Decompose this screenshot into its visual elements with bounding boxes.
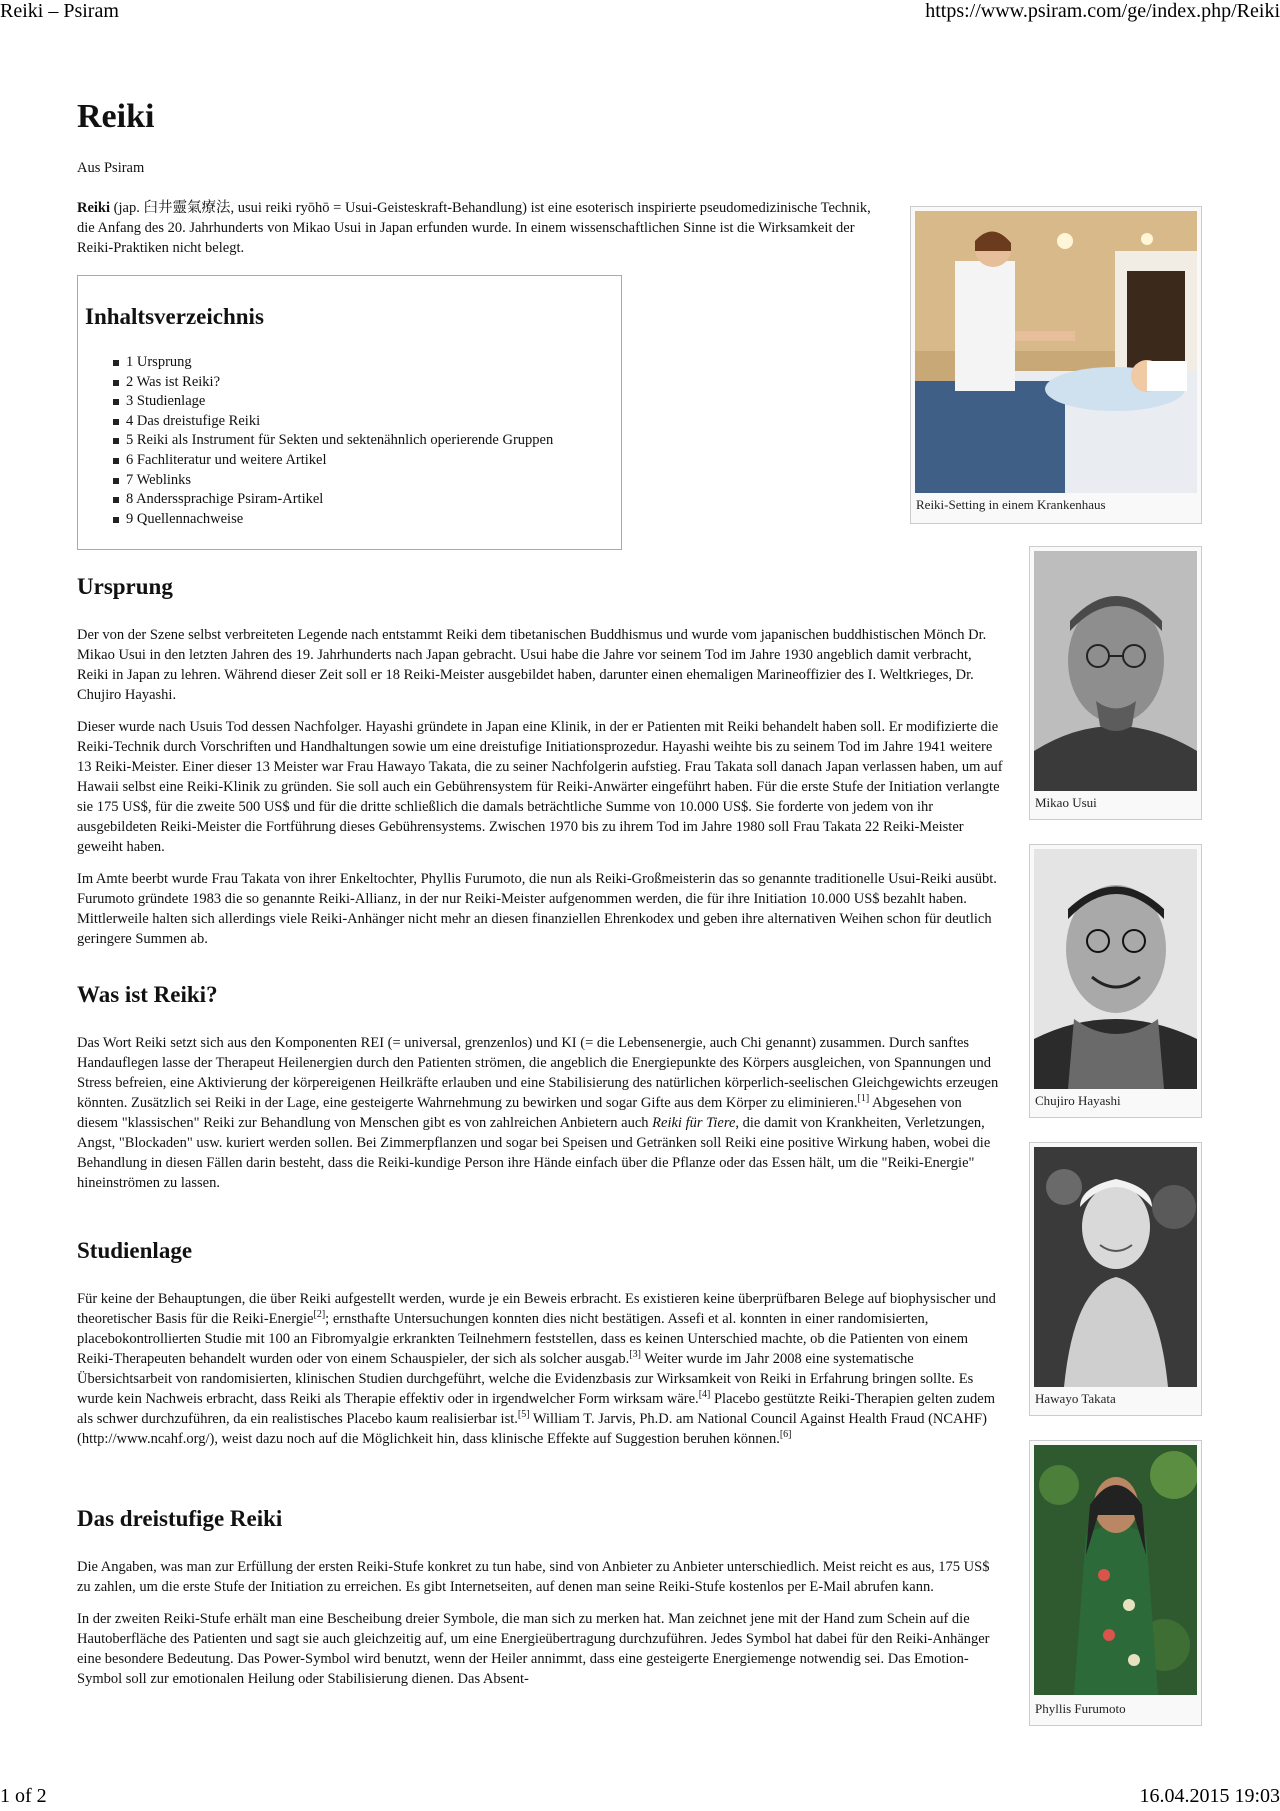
toc-item[interactable]: 9 Quellennachweise bbox=[126, 510, 553, 530]
section-heading-ursprung: Ursprung bbox=[77, 574, 173, 599]
caption-reiki-setting: Reiki-Setting in einem Krankenhaus bbox=[916, 497, 1106, 512]
toc-item[interactable]: 5 Reiki als Instrument für Sekten und sektenähnlich operierende Gruppen bbox=[126, 431, 553, 451]
intro-paragraph bbox=[77, 198, 887, 258]
image-mikao-usui[interactable] bbox=[1029, 546, 1202, 820]
reference-link[interactable]: [2] bbox=[313, 1309, 326, 1320]
text: Für keine der Behauptungen, die über Reiki aufgestellt werden, wurde je ein Beweis erbracht. Es existieren keine überprüfbaren Belege auf biophysischer und theoretischer Basis für die Reiki-Energie bbox=[77, 1291, 996, 1327]
photo-chujiro-hayashi[interactable] bbox=[1034, 849, 1197, 1089]
table-of-contents bbox=[77, 275, 622, 550]
photo-hawayo-takata[interactable] bbox=[1034, 1147, 1197, 1387]
page-title: Reiki bbox=[77, 98, 155, 135]
text: Abgesehen von diesem "klassischen" Reiki zur Behandlung von Menschen gibt es von zahlreichen Anbietern auch bbox=[77, 1095, 962, 1131]
toc-title: Inhaltsverzeichnis bbox=[85, 304, 264, 329]
toc-item[interactable]: 2 Was ist Reiki? bbox=[126, 373, 553, 393]
intro-bold-term: Reiki bbox=[77, 200, 111, 216]
caption-mikao-usui: Mikao Usui bbox=[1035, 795, 1097, 810]
toc-list bbox=[78, 353, 553, 529]
print-header-url[interactable]: https://www.psiram.com/ge/index.php/Reiki bbox=[925, 0, 1280, 22]
paragraph: In der zweiten Reiki-Stufe erhält man eine Bescheibung dreier Symbole, die man sich zu merken hat. Man zeichnet jene mit der Hand zum Schein auf die Hautoberfläche des Patienten und sagt sie auch gleichzeitig auf, um eine Energieübertragung durchzuführen. Jedes Symbol hat dabei für den Reiki-Anhänger eine besondere Bedeutung. Das Power-Symbol wird benutzt, wenn der Heiler annimmt, dass eine gesteigerte Energiemenge notwendig sei. Das Emotion-Symbol soll zur emotionalen Heilung oder Stabilisierung dienen. Das Absent- bbox=[77, 1611, 990, 1687]
reference-link[interactable]: [1] bbox=[857, 1093, 870, 1104]
reference-link[interactable]: [5] bbox=[517, 1409, 530, 1420]
print-header bbox=[0, 0, 1280, 26]
toc-item[interactable]: 6 Fachliteratur und weitere Artikel bbox=[126, 451, 553, 471]
image-phyllis-furumoto[interactable] bbox=[1029, 1440, 1202, 1726]
print-datetime: 16.04.2015 19:03 bbox=[1139, 1785, 1280, 1807]
intro-text: (jap. 臼井靈氣療法, usui reiki ryōhō = Usui-Geisteskraft-Behandlung) ist eine esoterisch inspirierte pseudomedizinische Technik, die Anfang des 20. Jahrhunderts von Mikao Usui in Japan erfunden wurde. In einem wissenschaftlichen Sinne ist die Wirksamkeit der Reiki-Praktiken nicht belegt. bbox=[77, 200, 871, 256]
text: William T. Jarvis, Ph.D. am National Council Against Health Fraud (NCAHF) (http://www.ncahf.org/), weist dazu noch auf die Möglichkeit hin, dass klinische Effekte auf Suggestion beruhen können. bbox=[77, 1411, 987, 1447]
section-heading-dreistufig: Das dreistufige Reiki bbox=[77, 1506, 283, 1531]
paragraph: Im Amte beerbt wurde Frau Takata von ihrer Enkeltochter, Phyllis Furumoto, die nun als Reiki-Großmeisterin das so genannte traditionelle Usui-Reiki ausübt. Furumoto gründete 1983 die so genannte Reiki-Allianz, in der nur Reiki-Meister aufgenommen werden, die für ihre Initiation 10.000 US$ bezahlt haben. Mittlerweile halten sich allerdings viele Reiki-Anhänger nicht mehr an diesen finanziellen Ehrenkodex und geben ihre alternativen Weihen schon für deutlich geringere Summen ab. bbox=[77, 871, 997, 947]
paragraph bbox=[77, 1033, 1005, 1193]
reference-link[interactable]: [4] bbox=[698, 1389, 711, 1400]
photo-phyllis-furumoto[interactable] bbox=[1034, 1445, 1197, 1695]
toc-item[interactable]: 3 Studienlage bbox=[126, 392, 553, 412]
image-hawayo-takata[interactable] bbox=[1029, 1142, 1202, 1416]
toc-item[interactable]: 1 Ursprung bbox=[126, 353, 553, 373]
text: Das Wort Reiki setzt sich aus den Komponenten REI (= universal, grenzenlos) und KI (= die Lebensenergie, auch Chi genannt) zusammen. Durch sanftes Handauflegen lasse der Therapeut Heilenergien durch den Patienten strömen, die angeblich die Energiepunkte des Körpers ausgleichen, von Spannungen und Stress befreien, eine Aktivierung der körpereigenen Heilkräfte erlauben und eine Stabilisierung des natürlichen körperlich-seelischen Gleichgewichts erzeugen könnten. Zusätzlich sei Reiki in der Lage, eine gesteigerte Wahrnehmung zu bewirken und sogar Gifte aus dem Körper zu eliminieren. bbox=[77, 1035, 999, 1111]
print-header-title: Reiki – Psiram bbox=[0, 0, 119, 22]
paragraph: Der von der Szene selbst verbreiteten Legende nach entstammt Reiki dem tibetanischen Buddhismus und wurde vom japanischen buddhistischen Mönch Dr. Mikao Usui in den letzten Jahren des 19. Jahrhunderts nach Japan gebracht. Usui habe die Jahre vor seinem Tod im Jahre 1930 angeblich damit verbracht, Reiki in Japan zu lehren. Während dieser Zeit soll er 18 Reiki-Meister ausgebildet haben, darunter einen ehemaligen Marineoffizier des I. Weltkrieges, Dr. Chujiro Hayashi. bbox=[77, 627, 987, 703]
image-chujiro-hayashi[interactable] bbox=[1029, 844, 1202, 1118]
page-count: 1 of 2 bbox=[0, 1785, 47, 1807]
emphasis-link[interactable]: Reiki für Tiere bbox=[652, 1115, 736, 1131]
reference-link[interactable]: [6] bbox=[779, 1429, 792, 1440]
caption-phyllis-furumoto: Phyllis Furumoto bbox=[1035, 1701, 1126, 1716]
text: Weiter wurde im Jahr 2008 eine systematische Übersichtsarbeit von randomisierten, klinischen Studien durchgeführt, welche die Evidenzbasis zur Wirksamkeit von Reiki in Erfahrung bringen sollte. Es wurde kein Nachweis erbracht, dass Reiki als Therapie effektiv oder in irgendwelcher Form wirksam wäre. bbox=[77, 1351, 974, 1407]
photo-reiki-setting[interactable] bbox=[915, 211, 1197, 493]
section-was-ist-reiki bbox=[77, 1033, 1005, 1205]
print-footer bbox=[0, 1785, 1280, 1811]
image-reiki-setting[interactable] bbox=[910, 206, 1202, 524]
paragraph: Die Angaben, was man zur Erfüllung der ersten Reiki-Stufe konkret zu tun habe, sind von Anbieter zu Anbieter unterschiedlich. Meist reicht es aus, 175 US$ zu zahlen, um die erste Stufe der Initiation zu erreichen. Es gibt Internetseiten, auf denen man seine Reiki-Stufe kostenlos per E-Mail abrufen kann. bbox=[77, 1559, 990, 1595]
text: Placebo gestützte Reiki-Therapien gelten zudem als schwer durchzuführen, da ein realistisches Placebo kaum realisierbar ist. bbox=[77, 1391, 996, 1427]
toc-item[interactable]: 4 Das dreistufige Reiki bbox=[126, 412, 553, 432]
paragraph: Dieser wurde nach Usuis Tod dessen Nachfolger. Hayashi gründete in Japan eine Klinik, in der er Patienten mit Reiki behandelt haben soll. Er modifizierte die Reiki-Technik durch Vorschriften und Handhaltungen sowie um eine dreistufige Initiationsprozedur. Hayashi weihte bis zu seinem Tod im Jahre 1941 weitere 13 Reiki-Meister. Einer dieser 13 Meister war Frau Hawayo Takata, die zu seiner Nachfolgerin aufstieg. Frau Takata soll danach Japan verlassen haben, um auf Hawaii selbst eine Reiki-Klinik zu gründen. Sie soll auch ein Gebührensystem für Reiki-Anwärter eingeführt haben. Für die erste Stufe der Initiation verlangte sie 175 US$, für die zweite 500 US$ und für die dritte schließlich die damals beträchtliche Summe von 10.000 US$. Sie forderte von jedem von ihr ausgebildeten Reiki-Meister die Fortführung dieses Gebührensystems. Zwischen 1970 bis zu ihrem Tod im Jahre 1980 soll Frau Takata 22 Reiki-Meister geweiht haben. bbox=[77, 719, 1003, 855]
photo-mikao-usui[interactable] bbox=[1034, 551, 1197, 791]
toc-item[interactable]: 7 Weblinks bbox=[126, 471, 553, 491]
section-ursprung bbox=[77, 625, 1005, 961]
section-dreistufig bbox=[77, 1557, 1005, 1701]
section-studienlage bbox=[77, 1289, 1005, 1461]
toc-item[interactable]: 8 Anderssprachige Psiram-Artikel bbox=[126, 490, 553, 510]
paragraph bbox=[77, 1289, 1005, 1449]
caption-chujiro-hayashi: Chujiro Hayashi bbox=[1035, 1093, 1121, 1108]
section-heading-studienlage: Studienlage bbox=[77, 1238, 193, 1263]
reference-link[interactable]: [3] bbox=[629, 1349, 641, 1360]
text: , die damit von Krankheiten, Verletzungen, Angst, "Blockaden" usw. kuriert werden sollen. Bei Zimmerpflanzen und sogar bei Speisen und Getränken soll Reiki eine positive Wirkung haben, wobei die Behandlung in diesen Fällen darin besteht, dass die Reiki-kundige Person ihre Hände einfach über die Pflanze oder das Essen hält, um die "Reiki-Energie" hineinströmen zu lassen. bbox=[77, 1115, 991, 1191]
article-source: Aus Psiram bbox=[77, 160, 145, 176]
text: ; ernsthafte Untersuchungen konnten dies nicht bestätigen. Assefi et al. konnten in einer randomisierten, placebokontrollierten Studie mit 100 an Fibromyalgie erkrankten Teilnehmern feststellen, dass es keinen Unterschied machte, ob die Patienten von einem Reiki-Therapeuten behandelt wurden oder von einem Schauspieler, der sich als solcher ausgab. bbox=[77, 1311, 969, 1367]
caption-hawayo-takata: Hawayo Takata bbox=[1035, 1391, 1116, 1406]
section-heading-was-ist-reiki: Was ist Reiki? bbox=[77, 982, 218, 1007]
